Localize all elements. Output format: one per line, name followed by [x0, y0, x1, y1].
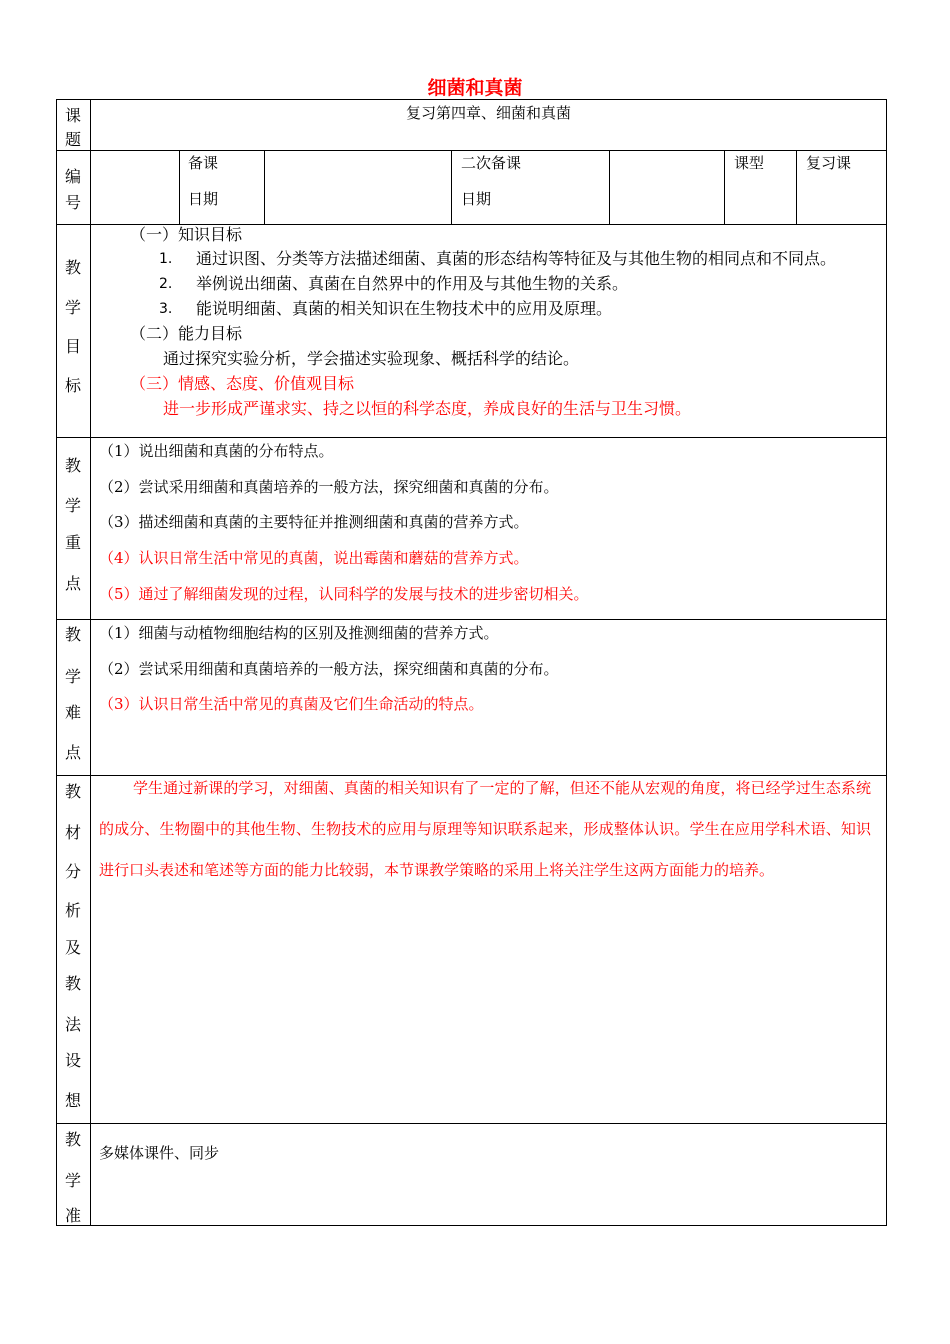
prep-date-label-line1: 备课 — [188, 154, 219, 172]
difficulty-item: （1）细菌与动植物细胞结构的区别及推测细菌的营养方式。 — [99, 624, 499, 642]
key-point-item: （3）描述细菌和真菌的主要特征并推测细菌和真菌的营养方式。 — [99, 513, 529, 531]
info-cell-divider — [796, 150, 797, 224]
info-cell-divider — [264, 150, 265, 224]
label-char: 课 — [64, 106, 81, 125]
key-point-item: （2）尝试采用细菌和真菌培养的一般方法，探究细菌和真菌的分布。 — [99, 478, 559, 496]
knowledge-item-number: 1. — [159, 251, 173, 267]
label-char: 标 — [64, 376, 81, 395]
label-char: 学 — [64, 496, 81, 515]
key-point-item: （5）通过了解细菌发现的过程，认同科学的发展与技术的进步密切相关。 — [99, 585, 589, 603]
label-char: 准 — [64, 1206, 81, 1225]
key-point-item: （1）说出细菌和真菌的分布特点。 — [99, 442, 334, 460]
label-char: 教 — [64, 625, 81, 644]
analysis-text: 学生通过新课的学习，对细菌、真菌的相关知识有了一定的了解，但还不能从宏观的角度，将已经学过生态系统的成分、生物圈中的其他生物、生物技术的应用与原理等知识联系起来，形成整体认识。学生在应用学科术语、知识进行口头表述和笔述等方面的能力比较弱，本节课教学策略的采用上将关注学生这两方面能力的培养。 — [99, 779, 871, 879]
difficulty-item: （3）认识日常生活中常见的真菌及它们生命活动的特点。 — [99, 695, 484, 713]
label-char: 教 — [64, 974, 81, 993]
goals-label — [56, 224, 90, 437]
second-prep-label-line2: 日期 — [461, 190, 492, 208]
label-char: 学 — [64, 667, 81, 686]
label-char: 号 — [64, 193, 81, 212]
row-divider — [56, 1123, 887, 1124]
label-char: 题 — [64, 130, 81, 149]
label-char: 教 — [64, 1130, 81, 1149]
label-char: 目 — [64, 337, 81, 356]
row-divider — [56, 437, 887, 438]
document-title: 细菌和真菌 — [427, 77, 523, 99]
knowledge-goal-heading: （一）知识目标 — [130, 225, 243, 244]
emotion-goal-heading: （三）情感、态度、价值观目标 — [130, 374, 355, 393]
label-char: 难 — [64, 703, 81, 722]
info-cell-divider — [451, 150, 452, 224]
label-char: 点 — [64, 574, 81, 593]
label-char: 析 — [64, 901, 81, 920]
label-char: 教 — [64, 456, 81, 475]
lesson-type-value: 复习课 — [806, 154, 852, 172]
topic-value: 复习第四章、细菌和真菌 — [405, 104, 571, 122]
table-border-right — [886, 99, 887, 1226]
label-char: 学 — [64, 298, 81, 317]
difficulty-item: （2）尝试采用细菌和真菌培养的一般方法，探究细菌和真菌的分布。 — [99, 660, 559, 678]
lesson-type-label: 课型 — [734, 154, 765, 172]
info-cell-divider — [179, 150, 180, 224]
label-char: 教 — [64, 782, 81, 801]
key-points-label — [56, 437, 90, 619]
ability-goal-text: 通过探究实验分析，学会描述实验现象、概括科学的结论。 — [163, 349, 580, 368]
label-char: 编 — [64, 167, 81, 186]
table-border-bottom — [56, 1225, 887, 1226]
analysis-label — [56, 775, 90, 1123]
label-char: 教 — [64, 258, 81, 277]
label-char: 点 — [64, 743, 81, 762]
label-char: 想 — [64, 1091, 81, 1110]
key-point-item: （4）认识日常生活中常见的真菌，说出霉菌和蘑菇的营养方式。 — [99, 549, 529, 567]
knowledge-item-number: 2. — [159, 276, 173, 292]
second-prep-label-line1: 二次备课 — [461, 154, 522, 172]
number-label — [56, 150, 90, 224]
label-column-divider — [90, 99, 91, 1226]
knowledge-item-text: 通过识图、分类等方法描述细菌、真菌的形态结构等特征及与其他生物的相同点和不同点。 — [196, 249, 837, 268]
label-char: 分 — [64, 862, 81, 881]
ability-goal-heading: （二）能力目标 — [130, 324, 243, 343]
label-char: 及 — [64, 938, 81, 957]
knowledge-item-text: 举例说出细菌、真菌在自然界中的作用及与其他生物的关系。 — [196, 274, 629, 293]
table-border-top — [56, 99, 887, 100]
difficulties-label — [56, 619, 90, 775]
prep-text: 多媒体课件、同步 — [99, 1144, 220, 1162]
label-char: 学 — [64, 1171, 81, 1190]
knowledge-item-text: 能说明细菌、真菌的相关知识在生物技术中的应用及原理。 — [196, 299, 613, 318]
info-cell-divider — [724, 150, 725, 224]
knowledge-item-number: 3. — [159, 301, 173, 317]
row-divider — [56, 619, 887, 620]
label-char: 法 — [64, 1015, 81, 1034]
topic-label — [56, 99, 90, 150]
label-char: 材 — [64, 823, 81, 842]
row-divider — [56, 150, 887, 151]
info-cell-divider — [609, 150, 610, 224]
prep-date-label-line2: 日期 — [188, 190, 219, 208]
emotion-goal-text: 进一步形成严谨求实、持之以恒的科学态度，养成良好的生活与卫生习惯。 — [163, 399, 692, 418]
label-char: 重 — [64, 533, 81, 552]
label-char: 设 — [64, 1051, 81, 1070]
prep-label — [56, 1123, 90, 1225]
